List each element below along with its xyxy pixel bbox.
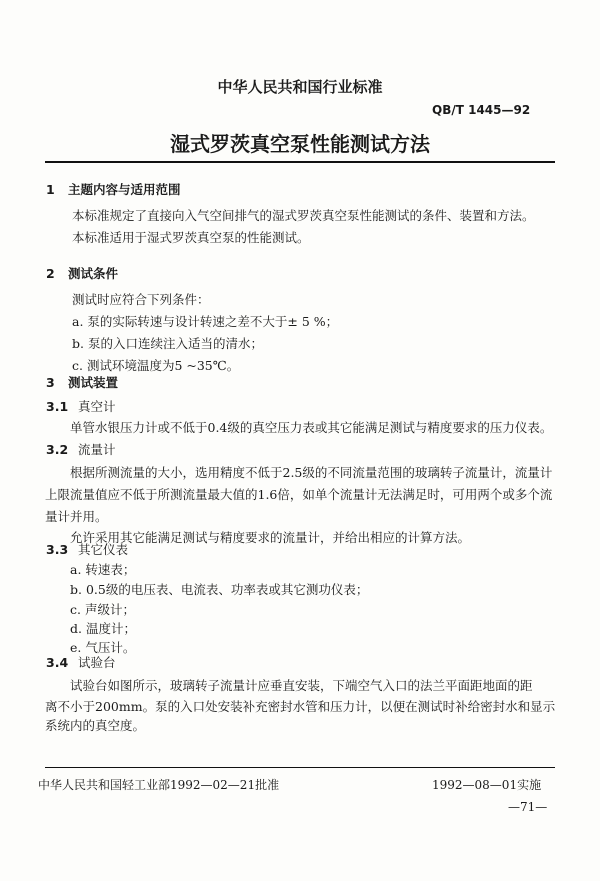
- footer-rule: [45, 767, 555, 768]
- approval-note: 中华人民共和国轻工业部1992—02—21批准: [38, 778, 280, 792]
- subsection-3-3-heading: 3.3 其它仪表: [46, 542, 129, 557]
- paragraph: 离不小于200mm。泵的入口处安装补充密封水管和压力计，以便在测试时补给密封水和显示: [45, 699, 556, 714]
- paragraph: 单管水银压力计或不低于0.4级的真空压力表或其它能满足测试与精度要求的压力仪表。: [70, 420, 553, 435]
- paragraph: 允许采用其它能满足测试与精度要求的流量计，并给出相应的计算方法。: [70, 530, 471, 545]
- list-item: b. 0.5级的电压表、电流表、功率表或其它测功仪表；: [70, 582, 369, 597]
- page-number: —71—: [508, 800, 548, 814]
- subsection-3-1-heading: 3.1 真空计: [46, 399, 116, 414]
- section-3-heading: 3 测试装置: [46, 375, 119, 390]
- section-1-heading: 1 主题内容与适用范围: [46, 182, 181, 197]
- list-item: d. 温度计；: [70, 621, 136, 636]
- section-2-heading: 2 测试条件: [46, 266, 119, 281]
- standard-code: QB/T 1445—92: [432, 103, 531, 117]
- document-title: 湿式罗茨真空泵性能测试方法: [170, 132, 430, 156]
- paragraph: 测试时应符合下列条件：: [72, 292, 210, 307]
- paragraph: 根据所测流量的大小，选用精度不低于2.5级的不同流量范围的玻璃转子流量计，流量计: [70, 465, 553, 480]
- list-item: a. 转速表；: [70, 562, 136, 577]
- org-title: 中华人民共和国行业标准: [217, 78, 383, 96]
- header-rule: [45, 161, 555, 163]
- list-item: a. 泵的实际转速与设计转速之差不大于± 5 %；: [72, 314, 339, 329]
- paragraph: 量计并用。: [45, 509, 108, 524]
- effective-date: 1992—08—01实施: [432, 778, 542, 792]
- list-item: e. 气压计。: [70, 640, 136, 655]
- list-item: c. 测试环境温度为5 ~35℃。: [72, 358, 240, 373]
- paragraph: 试验台如图所示，玻璃转子流量计应垂直安装，下端空气入口的法兰平面距地面的距: [70, 678, 533, 693]
- paragraph: 本标准规定了直接向入气空间排气的湿式罗茨真空泵性能测试的条件、装置和方法。: [72, 208, 535, 223]
- subsection-3-4-heading: 3.4 试验台: [46, 655, 116, 670]
- paragraph: 本标准适用于湿式罗茨真空泵的性能测试。: [72, 230, 310, 245]
- paragraph: 上限流量值应不低于所测流量最大值的1.6倍，如单个流量计无法满足时，可用两个或多个流: [45, 487, 553, 502]
- list-item: c. 声级计；: [70, 602, 135, 617]
- subsection-3-2-heading: 3.2 流量计: [46, 442, 116, 457]
- paragraph: 系统内的真空度。: [45, 718, 146, 733]
- list-item: b. 泵的入口连续注入适当的清水；: [72, 336, 263, 351]
